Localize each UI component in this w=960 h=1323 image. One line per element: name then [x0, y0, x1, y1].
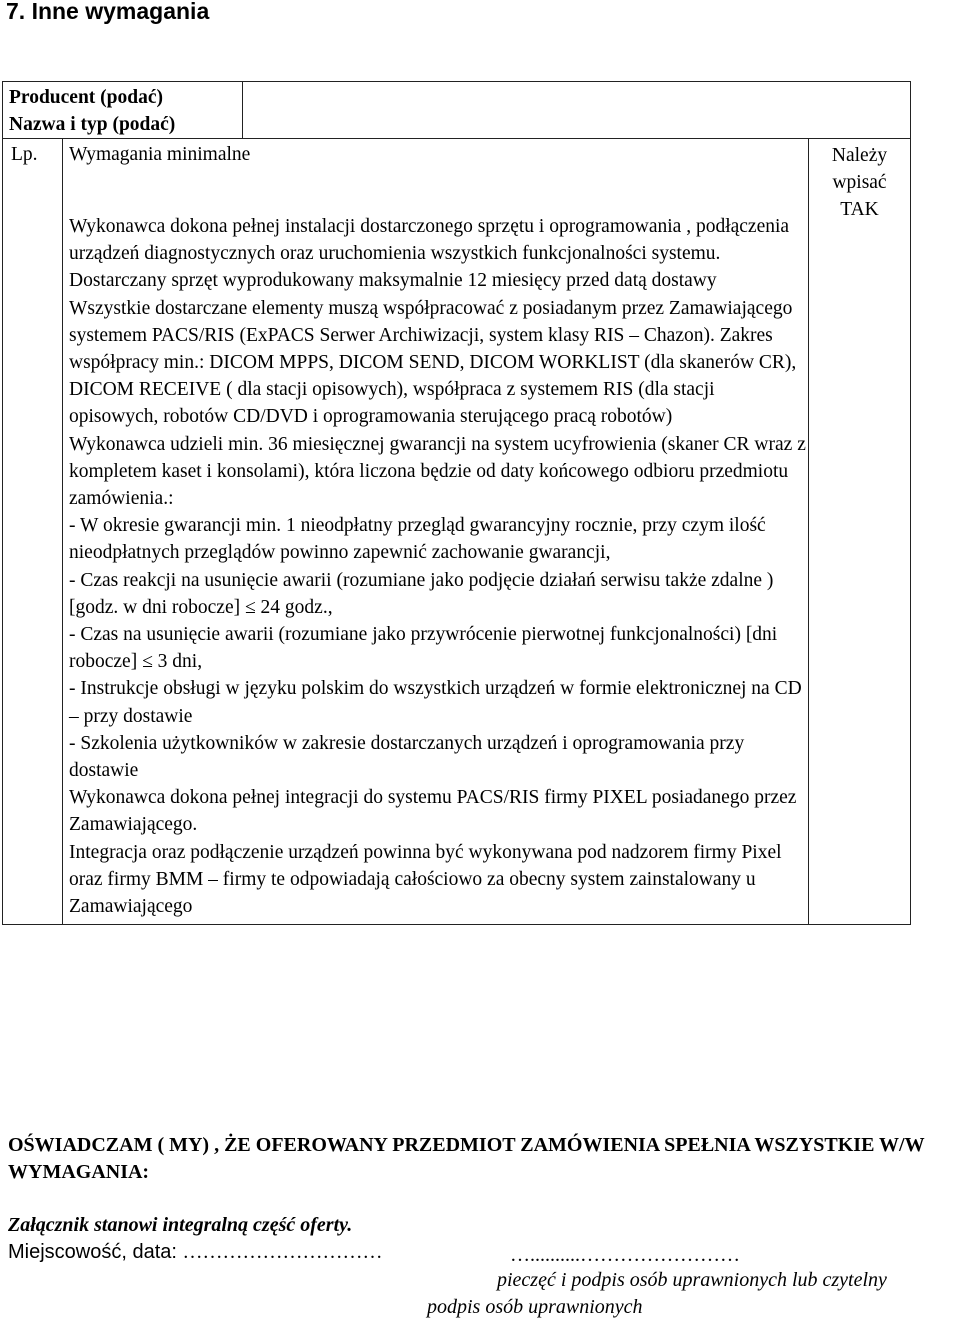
attachment-note: Załącznik stanowi integralną część oferty. — [8, 1214, 353, 1236]
signature-field[interactable]: …..........…………………… — [510, 1244, 740, 1266]
tak-header-line3: TAK — [840, 199, 879, 220]
requirement-item: Wykonawca dokona pełnej integracji do systemu PACS/RIS firmy PIXEL posiadanego przez Zamawiającego. — [69, 787, 797, 836]
requirement-item: Dostarczany sprzęt wyprodukowany maksymalnie 12 miesięcy przed datą dostawy — [69, 270, 717, 292]
requirement-item: - Instrukcje obsługi w języku polskim do wszystkich urządzeń w formie elektronicznej na CD – przy dostawie — [69, 678, 802, 727]
section-heading: 7. Inne wymagania — [6, 0, 210, 24]
requirements-row — [3, 139, 911, 925]
producer-label-cell — [3, 82, 243, 139]
place-date-label: Miejscowość, data: — [8, 1241, 177, 1263]
requirement-item: Wszystkie dostarczane elementy muszą współpracować z posiadanym przez Zamawiającego systemem PACS/RIS (ExPACS Serwer Archiwizacji, system klasy RIS – Chazon). Zakres współpracy min.: DICOM MPPS, DICOM SEND, DICOM WORKLIST (dla skanerów CR), DICOM RECEIVE ( dla stacji opisowych), współpraca z systemem RIS (dla stacji opisowych, robotów CD/DVD i oprogramowania sterującego pracą robotów) — [69, 297, 797, 428]
requirement-item: - Czas na usunięcie awarii (rozumiane jako przywrócenie pierwotnej funkcjonalności) [dni robocze] ≤ 3 dni, — [69, 624, 778, 673]
producer-input-cell[interactable] — [243, 82, 911, 139]
requirement-item: - Czas reakcji na usunięcie awarii (rozumiane jako podjęcie działań serwisu także zdalne ) [godz. w dni robocze] ≤ 24 godz., — [69, 569, 774, 618]
lp-header: Lp. — [11, 144, 38, 165]
requirements-list — [69, 213, 808, 924]
tak-header-line1: Należy — [831, 145, 888, 166]
requirement-item: - W okresie gwarancji min. 1 nieodpłatny przegląd gwarancyjny rocznie, przy czym ilość nieodpłatnych przeglądów powinno zapewnić zachowanie gwarancji, — [69, 515, 766, 564]
requirements-column — [63, 139, 809, 925]
requirement-item: - Szkolenia użytkowników w zakresie dostarczanych urządzeń i oprogramowania przy dostawie — [69, 732, 745, 782]
signature-caption-line1: pieczęć i podpis osób uprawnionych lub czytelny — [497, 1269, 887, 1291]
requirements-header: Wymagania minimalne — [69, 144, 251, 165]
requirement-item: Wykonawca dokona pełnej instalacji dostarczonego sprzętu i oprogramowania , podłączenia urządzeń diagnostycznych oraz uruchomienia wszystkich funkcjonalności systemu. — [69, 216, 790, 265]
tak-column[interactable] — [809, 139, 911, 925]
producer-row — [3, 82, 911, 139]
producer-label: Producent (podać) — [9, 87, 164, 108]
place-date-field[interactable]: ………………………… — [182, 1241, 383, 1263]
declaration-text: OŚWIADCZAM ( MY) , ŻE OFEROWANY PRZEDMIOT ZAMÓWIENIA SPEŁNIA WSZYSTKIE W/W WYMAGANIA: — [8, 1134, 925, 1183]
place-date — [8, 1241, 383, 1264]
lp-column — [3, 139, 63, 925]
tak-header-line2: wpisać — [832, 172, 887, 193]
signature-caption-line2: podpis osób uprawnionych — [427, 1296, 643, 1318]
requirement-item: Integracja oraz podłączenie urządzeń powinna być wykonywana pod nadzorem firmy Pixel oraz firmy BMM – firmy te odpowiadają całościowo za obecny system zainstalowany u Zamawiającego — [69, 841, 782, 918]
requirement-item: Wykonawca udzieli min. 36 miesięcznej gwarancji na system ucyfrowienia (skaner CR wraz z kompletem kaset i konsolami), która liczona będzie od daty końcowego odbioru przedmiotu zamówienia.: — [69, 433, 806, 510]
requirements-table — [2, 81, 911, 925]
model-label: Nazwa i typ (podać) — [9, 114, 176, 135]
